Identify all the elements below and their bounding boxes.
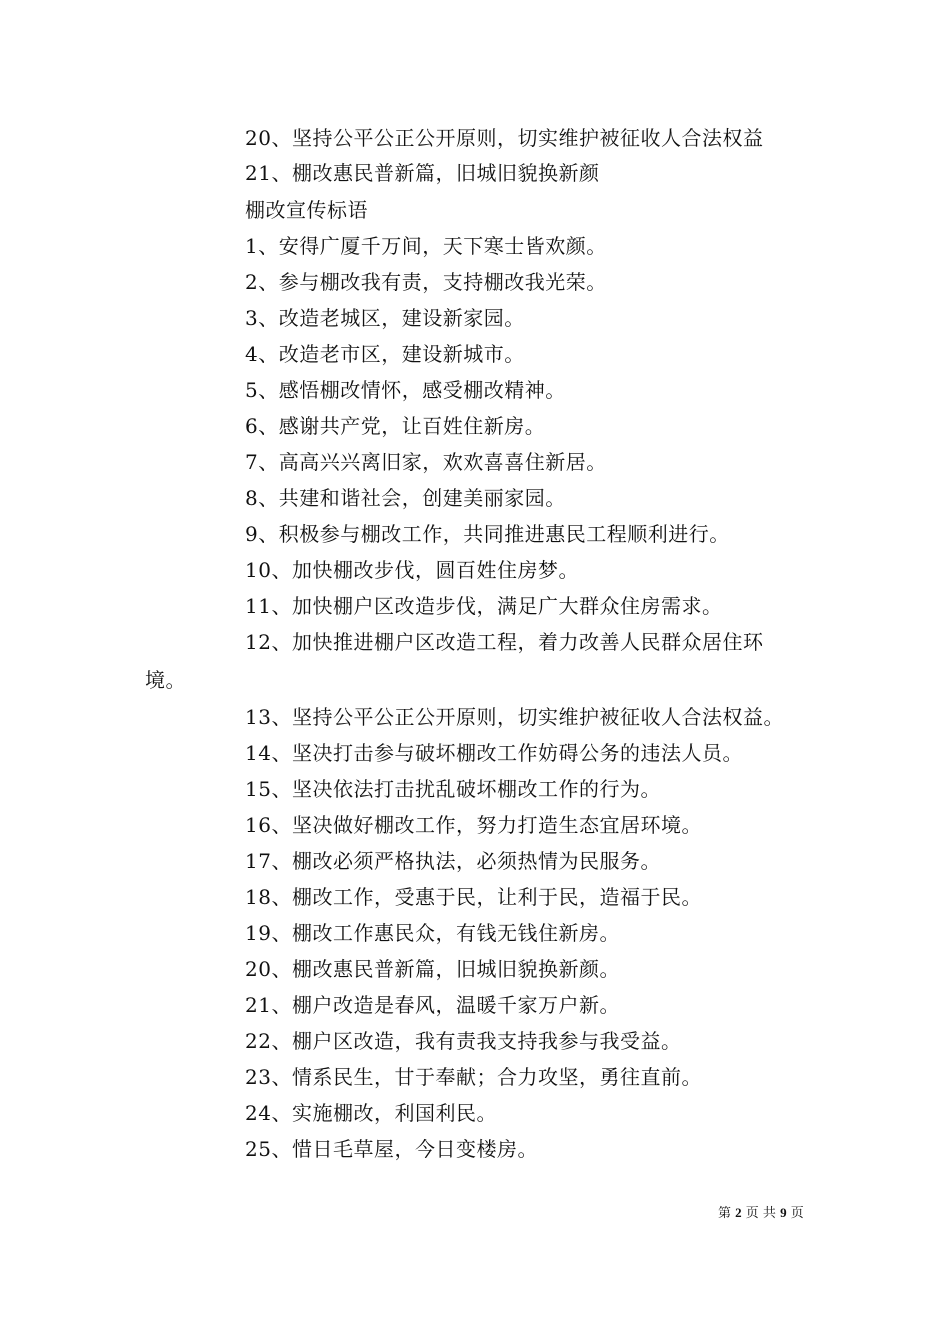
text-line: 6、感谢共产党，让百姓住新房。 [245, 414, 546, 438]
text-line: 3、改造老城区，建设新家园。 [245, 306, 525, 330]
text-line: 20、棚改惠民普新篇，旧城旧貌换新颜。 [245, 957, 620, 981]
total-page-number: 9 [780, 1205, 787, 1220]
text-line: 15、坚决依法打击扰乱破坏棚改工作的行为。 [245, 777, 661, 801]
text-line: 22、棚户区改造，我有责我支持我参与我受益。 [245, 1029, 682, 1053]
text-line: 13、坚持公平公正公开原则，切实维护被征收人合法权益。 [245, 705, 784, 729]
footer-middle: 页 共 [745, 1206, 776, 1221]
text-line: 7、高高兴兴离旧家，欢欢喜喜住新居。 [245, 450, 607, 474]
text-line: 21、棚改惠民普新篇，旧城旧貌换新颜 [245, 161, 600, 185]
page-footer [718, 1204, 804, 1223]
text-line: 4、改造老市区，建设新城市。 [245, 342, 525, 366]
text-line: 5、感悟棚改情怀，感受棚改精神。 [245, 378, 566, 402]
text-line: 1、安得广厦千万间，天下寒士皆欢颜。 [245, 234, 607, 258]
text-line: 23、情系民生，甘于奉献；合力攻坚，勇往直前。 [245, 1065, 702, 1089]
text-line: 14、坚决打击参与破坏棚改工作妨碍公务的违法人员。 [245, 741, 743, 765]
text-line: 17、棚改必须严格执法，必须热情为民服务。 [245, 849, 661, 873]
text-line: 20、坚持公平公正公开原则，切实维护被征收人合法权益 [245, 126, 764, 150]
text-line: 18、棚改工作，受惠于民，让利于民，造福于民。 [245, 885, 702, 909]
text-line: 9、积极参与棚改工作，共同推进惠民工程顺利进行。 [245, 522, 730, 546]
text-line: 19、棚改工作惠民众，有钱无钱住新房。 [245, 921, 620, 945]
text-line: 21、棚户改造是春风，温暖千家万户新。 [245, 993, 620, 1017]
text-line: 25、惜日毛草屋，今日变楼房。 [245, 1137, 538, 1161]
text-line: 11、加快棚户区改造步伐，满足广大群众住房需求。 [245, 594, 723, 618]
text-line: 24、实施棚改，利国利民。 [245, 1101, 497, 1125]
text-line: 16、坚决做好棚改工作，努力打造生态宜居环境。 [245, 813, 702, 837]
section-heading: 棚改宣传标语 [245, 198, 368, 222]
text-line: 8、共建和谐社会，创建美丽家园。 [245, 486, 566, 510]
text-line: 12、加快推进棚户区改造工程，着力改善人民群众居住环 [245, 630, 764, 654]
text-line: 2、参与棚改我有责，支持棚改我光荣。 [245, 270, 607, 294]
current-page-number: 2 [735, 1205, 742, 1220]
footer-prefix: 第 [718, 1206, 732, 1221]
text-line-continuation: 境。 [145, 668, 186, 692]
footer-suffix: 页 [790, 1206, 804, 1221]
text-line: 10、加快棚改步伐，圆百姓住房梦。 [245, 558, 579, 582]
